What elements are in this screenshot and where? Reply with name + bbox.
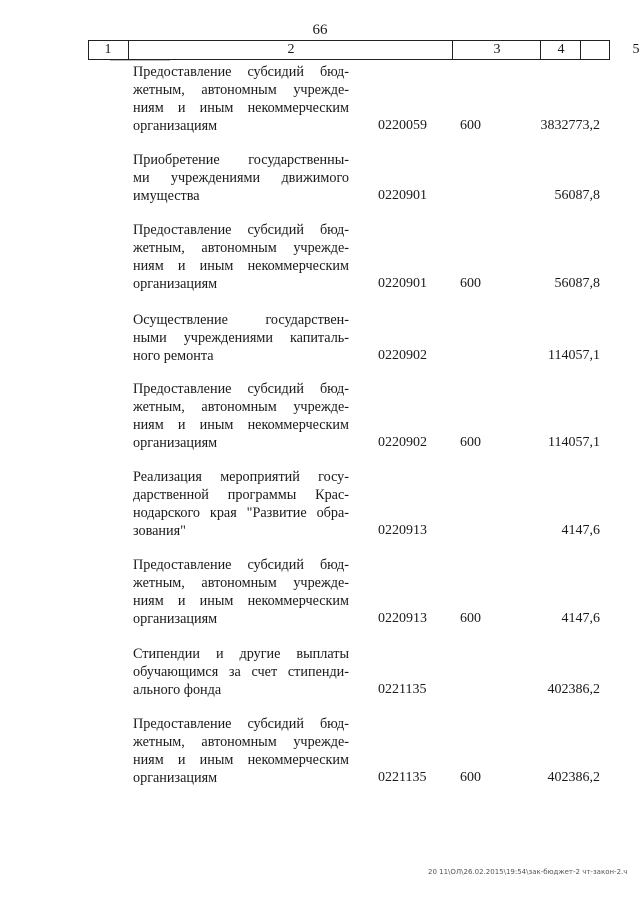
row-amount: 114057,1 bbox=[548, 435, 600, 450]
row-description bbox=[133, 63, 349, 135]
row-expense-type: 600 bbox=[460, 435, 481, 450]
column-header-4: 4 bbox=[540, 41, 581, 59]
row-amount: 402386,2 bbox=[547, 682, 600, 697]
row-description bbox=[133, 556, 349, 628]
description-line: ниям и иным некоммерческим bbox=[133, 100, 349, 116]
row-code: 0220902 bbox=[378, 348, 427, 363]
scan-mark bbox=[110, 60, 170, 61]
column-header-2: 2 bbox=[128, 41, 453, 59]
description-line: ниям и иным некоммерческим bbox=[133, 258, 349, 274]
row-code: 0220059 bbox=[378, 118, 427, 133]
row-expense-type: 600 bbox=[460, 118, 481, 133]
description-line: ниям и иным некоммерческим bbox=[133, 417, 349, 433]
description-line: ми учреждениями движимого bbox=[133, 170, 349, 186]
row-amount: 56087,8 bbox=[554, 276, 600, 291]
row-description bbox=[133, 715, 349, 787]
row-amount: 3832773,2 bbox=[540, 118, 600, 133]
description-line: ниям и иным некоммерческим bbox=[133, 593, 349, 609]
description-line: Предоставление субсидий бюд- bbox=[133, 64, 349, 80]
row-code: 0220901 bbox=[378, 276, 427, 291]
row-description bbox=[133, 468, 349, 540]
column-header-3: 3 bbox=[452, 41, 541, 59]
document-footer: 20 11\ОЛ\26.02.2015\19:54\зак-бюджет-2 чт-закон-2.ч bbox=[428, 868, 628, 876]
row-amount: 4147,6 bbox=[561, 611, 600, 626]
table-border-right bbox=[609, 40, 610, 59]
row-expense-type: 600 bbox=[460, 770, 481, 785]
description-line: обучающимся за счет стипенди- bbox=[133, 664, 349, 680]
description-line: ниям и иным некоммерческим bbox=[133, 752, 349, 768]
description-line: организациям bbox=[133, 118, 218, 134]
description-line: организациям bbox=[133, 611, 218, 627]
description-line: Предоставление субсидий бюд- bbox=[133, 381, 349, 397]
description-line: Стипендии и другие выплаты bbox=[133, 646, 349, 662]
row-amount: 402386,2 bbox=[547, 770, 600, 785]
description-line: жетным, автономным учрежде- bbox=[133, 734, 349, 750]
description-line: Предоставление субсидий бюд- bbox=[133, 557, 349, 573]
description-line: организациям bbox=[133, 770, 218, 786]
column-header-5: 5 bbox=[580, 41, 640, 59]
description-line: Предоставление субсидий бюд- bbox=[133, 222, 349, 238]
table-header-row bbox=[88, 40, 640, 60]
description-line: организациям bbox=[133, 276, 218, 292]
description-line: Осуществление государствен- bbox=[133, 312, 349, 328]
row-code: 0221135 bbox=[378, 770, 427, 785]
row-code: 0220913 bbox=[378, 523, 427, 538]
row-description bbox=[133, 645, 349, 699]
row-description bbox=[133, 151, 349, 205]
description-line: жетным, автономным учрежде- bbox=[133, 240, 349, 256]
row-expense-type: 600 bbox=[460, 276, 481, 291]
column-header-1: 1 bbox=[104, 42, 112, 57]
description-line: жетным, автономным учрежде- bbox=[133, 82, 349, 98]
row-code: 0220902 bbox=[378, 435, 427, 450]
row-code: 0221135 bbox=[378, 682, 427, 697]
description-line: жетным, автономным учрежде- bbox=[133, 399, 349, 415]
description-line: ного ремонта bbox=[133, 348, 214, 364]
page-number: 66 bbox=[312, 22, 328, 38]
description-line: Предоставление субсидий бюд- bbox=[133, 716, 349, 732]
description-line: Реализация мероприятий госу- bbox=[133, 469, 349, 485]
row-amount: 56087,8 bbox=[554, 188, 600, 203]
row-expense-type: 600 bbox=[460, 611, 481, 626]
description-line: организациям bbox=[133, 435, 218, 451]
description-line: нодарского края "Развитие обра- bbox=[133, 505, 349, 521]
row-description bbox=[133, 221, 349, 293]
row-code: 0220901 bbox=[378, 188, 427, 203]
description-line: ального фонда bbox=[133, 682, 222, 698]
row-amount: 114057,1 bbox=[548, 348, 600, 363]
description-line: зования" bbox=[133, 523, 186, 539]
description-line: дарственной программы Крас- bbox=[133, 487, 349, 503]
row-amount: 4147,6 bbox=[561, 523, 600, 538]
row-description bbox=[133, 380, 349, 452]
description-line: жетным, автономным учрежде- bbox=[133, 575, 349, 591]
description-line: ными учреждениями капиталь- bbox=[133, 330, 349, 346]
description-line: Приобретение государственны- bbox=[133, 152, 349, 168]
description-line: имущества bbox=[133, 188, 200, 204]
row-code: 0220913 bbox=[378, 611, 427, 626]
row-description bbox=[133, 311, 349, 365]
